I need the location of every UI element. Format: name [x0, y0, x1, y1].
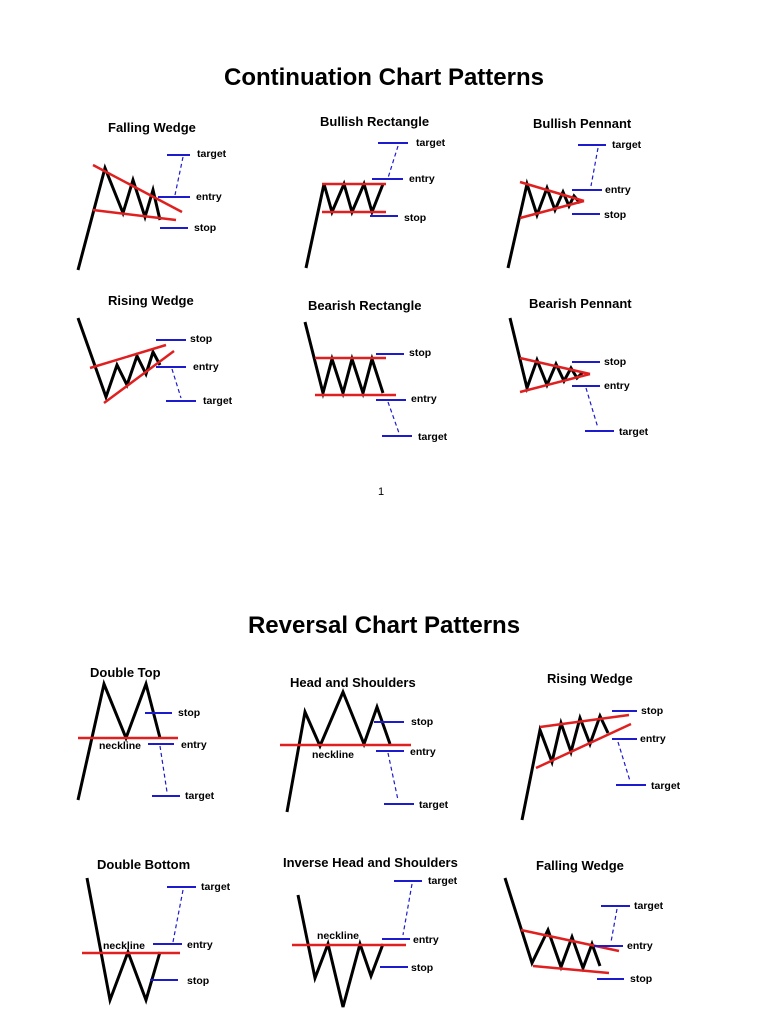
pattern-name: Double Bottom	[97, 857, 191, 872]
resistance-line	[520, 358, 590, 374]
pattern-name: Bearish Pennant	[529, 296, 632, 311]
entry-label: entry	[410, 746, 436, 758]
price-line	[78, 168, 160, 270]
falling-wedge-diagram	[78, 120, 227, 270]
projection-line	[388, 146, 398, 178]
support-line	[93, 210, 176, 220]
target-label: target	[418, 431, 448, 443]
entry-label: entry	[196, 191, 222, 203]
stop-label: stop	[604, 356, 627, 368]
bullish-pennant-diagram	[508, 116, 642, 268]
entry-label: entry	[409, 173, 435, 185]
target-label: target	[634, 900, 664, 912]
rising-wedge-reversal-diagram	[522, 671, 681, 820]
pattern-name: Rising Wedge	[108, 293, 194, 308]
stop-label: stop	[178, 707, 201, 719]
double-top-diagram	[78, 665, 215, 802]
projection-line	[388, 753, 398, 800]
bullish-rectangle-diagram	[306, 114, 446, 268]
target-label: target	[197, 148, 227, 160]
neckline-label: neckline	[103, 940, 146, 952]
stop-label: stop	[194, 222, 217, 234]
entry-label: entry	[413, 934, 439, 946]
entry-label: entry	[627, 940, 653, 952]
neckline-label: neckline	[99, 740, 142, 752]
target-label: target	[651, 780, 681, 792]
pattern-name: Falling Wedge	[108, 120, 196, 135]
stop-label: stop	[641, 705, 664, 717]
neckline-label: neckline	[317, 930, 360, 942]
projection-line	[172, 369, 181, 398]
projection-line	[388, 402, 399, 433]
pattern-name: Bullish Rectangle	[320, 114, 430, 129]
stop-label: stop	[604, 209, 627, 221]
target-label: target	[201, 881, 231, 893]
resistance-line	[540, 715, 629, 727]
entry-label: entry	[604, 380, 630, 392]
pattern-name: Bullish Pennant	[533, 116, 632, 131]
pattern-name: Falling Wedge	[536, 858, 624, 873]
inverse-head-and-shoulders-diagram	[283, 855, 458, 1007]
projection-line	[611, 909, 617, 942]
projection-line	[586, 388, 598, 428]
projection-line	[591, 148, 598, 186]
entry-label: entry	[640, 733, 666, 745]
rising-wedge-diagram	[78, 293, 233, 407]
price-line	[306, 184, 383, 268]
entry-label: entry	[181, 739, 207, 751]
projection-line	[618, 742, 630, 781]
projection-line	[173, 890, 183, 942]
stop-label: stop	[409, 347, 432, 359]
pattern-name: Inverse Head and Shoulders	[283, 855, 458, 870]
target-label: target	[185, 790, 215, 802]
stop-label: stop	[404, 212, 427, 224]
page-number: 1	[378, 486, 385, 498]
price-line	[87, 878, 160, 1000]
bearish-pennant-diagram	[510, 296, 649, 438]
pattern-name: Rising Wedge	[547, 671, 633, 686]
falling-wedge-reversal-diagram	[505, 858, 664, 985]
stop-label: stop	[187, 975, 210, 987]
bearish-rectangle-diagram	[305, 298, 448, 443]
projection-line	[403, 884, 412, 935]
price-line	[505, 878, 600, 968]
head-and-shoulders-diagram	[280, 675, 449, 812]
entry-label: entry	[411, 393, 437, 405]
target-label: target	[428, 875, 458, 887]
target-label: target	[416, 137, 446, 149]
support-line	[533, 966, 609, 973]
target-label: target	[203, 395, 233, 407]
pattern-name: Double Top	[90, 665, 161, 680]
price-line	[522, 716, 608, 820]
target-label: target	[612, 139, 642, 151]
target-label: target	[419, 799, 449, 811]
double-bottom-diagram	[82, 857, 231, 1000]
pattern-name: Bearish Rectangle	[308, 298, 422, 313]
resistance-line	[93, 165, 182, 212]
continuation-page-title: Continuation Chart Patterns	[223, 64, 544, 91]
stop-label: stop	[411, 962, 434, 974]
projection-line	[160, 746, 167, 792]
entry-label: entry	[605, 184, 631, 196]
resistance-line	[521, 930, 619, 951]
reversal-page-title: Reversal Chart Patterns	[247, 612, 521, 639]
stop-label: stop	[411, 716, 434, 728]
stop-label: stop	[630, 973, 653, 985]
projection-line	[175, 157, 183, 195]
pattern-name: Head and Shoulders	[290, 675, 416, 690]
price-line	[78, 318, 160, 397]
stop-label: stop	[190, 333, 213, 345]
target-label: target	[619, 426, 649, 438]
entry-label: entry	[187, 939, 213, 951]
price-line	[298, 895, 383, 1007]
neckline-label: neckline	[312, 749, 355, 761]
entry-label: entry	[193, 361, 219, 373]
